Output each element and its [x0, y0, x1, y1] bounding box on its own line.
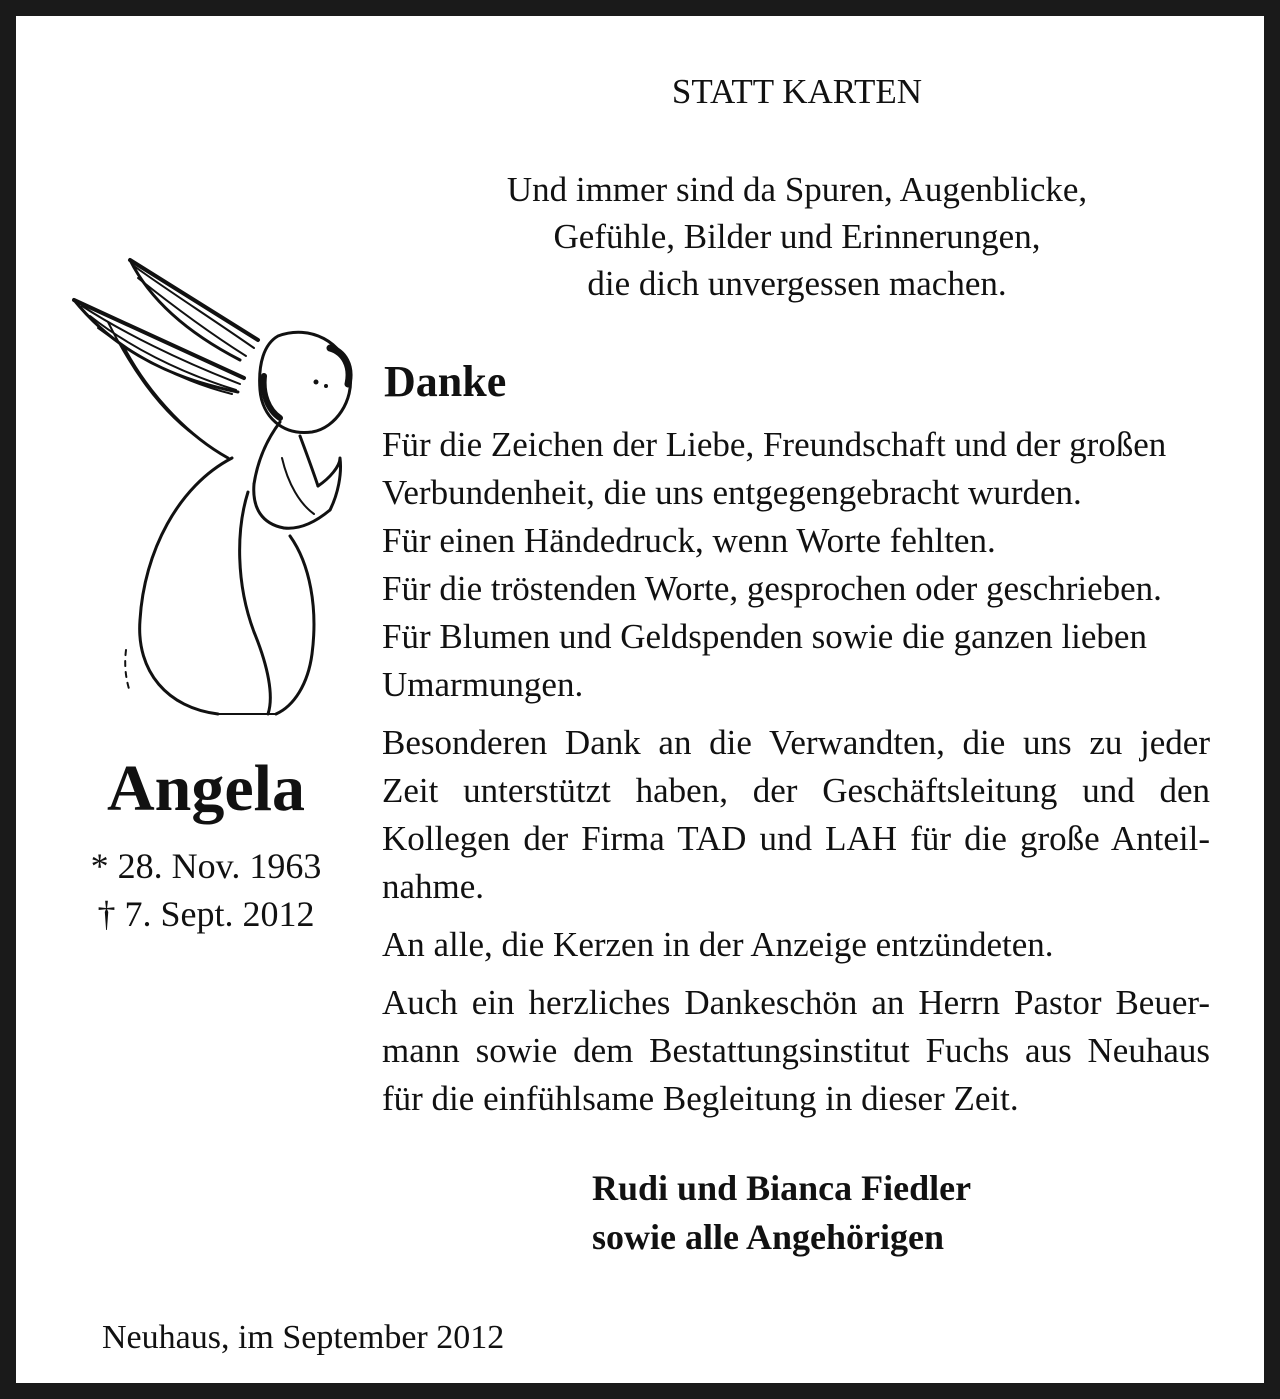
thanks-title: Danke	[384, 357, 507, 406]
birth-date: * 28. Nov. 1963	[90, 846, 322, 886]
text-line: Für Blumen und Geldspenden sowie die ganzen lieben	[382, 617, 1147, 656]
poem-line: Gefühle, Bilder und Erinnerungen,	[553, 217, 1041, 256]
text-line: An alle, die Kerzen in der Anzeige entzündeten.	[382, 925, 1054, 964]
paragraph-thanks-pastor	[382, 979, 1210, 1123]
signature	[592, 1164, 971, 1262]
signature-line: Rudi und Bianca Fiedler	[592, 1168, 972, 1208]
text-line: Für die Zeichen der Liebe, Freundschaft und der großen	[382, 425, 1167, 464]
death-date: † 7. Sept. 2012	[97, 894, 315, 934]
thanks-body	[382, 421, 1210, 1133]
poem-line: die dich unvergessen machen.	[587, 264, 1007, 303]
paragraph-thanks-candles	[382, 921, 1210, 969]
signature-line: sowie alle Angehörigen	[592, 1217, 944, 1257]
header-statt-karten: STATT KARTEN	[671, 72, 923, 111]
poem-line: Und immer sind da Spuren, Augenblicke,	[506, 170, 1088, 209]
life-dates	[56, 842, 356, 938]
place-and-date: Neuhaus, im September 2012	[102, 1319, 505, 1356]
deceased-name: Angela	[107, 752, 305, 825]
paragraph-thanks-gestures	[382, 421, 1210, 709]
text-line: Kollegen der Firma TAD und LAH für die große Anteil-	[382, 819, 1210, 858]
poem	[384, 166, 1210, 307]
text-line: Besonderen Dank an die Verwandten, die uns zu jeder	[382, 723, 1210, 762]
text-line: mann sowie dem Bestattungsinstitut Fuchs aus Neuhaus	[382, 1031, 1210, 1070]
paragraph-thanks-relatives	[382, 719, 1210, 911]
text-line: nahme.	[382, 867, 485, 906]
text-line: Umarmungen.	[382, 665, 584, 704]
text-line: für die einfühlsame Begleitung in dieser Zeit.	[382, 1079, 1019, 1118]
praying-angel-icon	[68, 252, 358, 720]
text-line: Für die tröstenden Worte, gesprochen oder geschrieben.	[382, 569, 1162, 608]
text-line: Verbundenheit, die uns entgegengebracht wurden.	[382, 473, 1082, 512]
text-line: Zeit unterstützt haben, der Geschäftsleitung und den	[382, 771, 1210, 810]
text-line: Für einen Händedruck, wenn Worte fehlten.	[382, 521, 996, 560]
text-line: Auch ein herzliches Dankeschön an Herrn Pastor Beuer-	[382, 983, 1210, 1022]
